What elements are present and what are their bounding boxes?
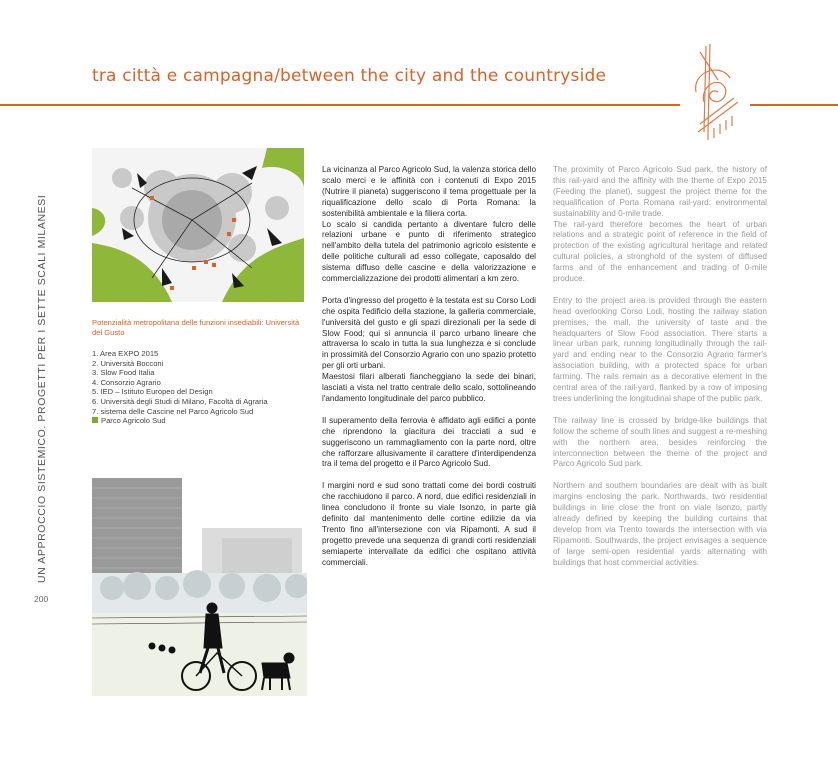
italian-text-column: [322, 165, 536, 568]
legend-item: 2. Università Bocconi: [92, 358, 164, 368]
map-legend: [92, 349, 307, 426]
paragraph: I margini nord e sud sono trattati come dei bordi costruiti che racchiudono il parco. A nord, due edifici residenziali in linea concludono il fronte su viale Isonzo, in parte già definito dal mantenimento delle cortine edilizie da via Trento fino all'intersezione con via Ripamonti. A sud il progetto prevede una sequenza di grandi corti residenziali semiaperte intervallate da edifici che ospitano attività commerciali.: [322, 481, 536, 567]
project-rendering: [92, 478, 307, 696]
paragraph: Northern and southern boundaries are dealt with as built margins enclosing the park. Northwards, two residential buildings in line close the front on viale Isonzo, partly already defined by keeping the building curtains that develop from via Trento towards the intersection with via Ripamonti. Southwards, the project envisages a sequence of large semi-open residential yards alternating with buildings that host commercial activities.: [553, 481, 767, 567]
page-number: 200: [34, 594, 49, 604]
legend-item-park: [92, 416, 307, 426]
paragraph: The railway line is crossed by bridge-like buildings that follow the scheme of south lines and suggest a re-meshing with the northern area, besides reinforcing the interconnection between the theme of the project and Parco Agricolo Sud park.: [553, 415, 767, 469]
side-title: UN APPROCCIO SISTEMICO. PROGETTI PER I SETTE SCALI MILANESI: [36, 194, 48, 583]
legend-item: 6. Università degli Studi di Milano, Facoltà di Agraria: [92, 396, 268, 406]
legend-item: 1. Area EXPO 2015: [92, 349, 159, 358]
paragraph: The rail-yard therefore becomes the heart of urban relations and a strategic point of reference in the field of protection of the existing agricultural heritage and related cultural policies, a stronghold of the system of diffused farms and of the enhancement and trading of 0-mile produce.: [553, 219, 767, 284]
map-caption: Potenzialità metropolitana delle funzioni insediabili: Università del Gusto: [92, 318, 300, 337]
page-title: tra città e campagna/between the city and the countryside: [92, 66, 607, 86]
paragraph: Lo scalo si candida pertanto a diventare fulcro delle relazioni urbane e punto di riferimento strategico nell'ambito della tutela del patrimonio agricolo esistente e delle politiche culturali ad esso collegate, caposaldo del sistema diffuso delle cascine e della valorizzazione e commercializzazione dei prodotti alimentari a km zero.: [322, 219, 536, 284]
spiral-logo-icon: [680, 32, 750, 152]
paragraph: The proximity of Parco Agricolo Sud park, the history of this rail-yard and the affinity with the theme of Expo 2015 (Feeding the planet), suggest the project theme for the requalification of Porta Romana rail-yard: environmental sustainability and 0-mile trade.: [553, 165, 767, 218]
paragraph: Maestosi filari alberati fiancheggiano la sede dei binari, lasciati a vista nel tratto centrale dello scalo, sottolineando l'andamento longitudinale del parco pubblico.: [322, 372, 536, 404]
legend-item: 4. Consorzio Agrario: [92, 377, 161, 387]
legend-item: 7. sistema delle Cascine nel Parco Agricolo Sud: [92, 406, 254, 416]
english-text-column: [553, 165, 767, 568]
paragraph: La vicinanza al Parco Agricolo Sud, la valenza storica dello scalo merci e le affinità con i contenuti di Expo 2015 (Nutrire il pianeta) suggeriscono il tema progettuale per la riqualificazione dello scalo di Porta Romana: la sostenibilità ambientale e la filiera corta.: [322, 165, 536, 218]
metropolitan-map: [92, 148, 304, 302]
legend-park-label: Parco Agricolo Sud: [101, 416, 166, 426]
green-square-icon: [92, 417, 98, 423]
paragraph: Il superamento della ferrovia è affidato agli edifici a ponte che riprendono la giacitura dei tracciati a sud e suggeriscono un rammagliamento con la parte nord, oltre che rafforzare allusivamente il carattere d'interdipendenza tra il tema del progetto e il Parco Agricolo Sud.: [322, 415, 536, 469]
paragraph: Entry to the project area is provided through the eastern head overlooking Corso Lodi, hosting the railway station premises, the mall, the university of taste and the headquarters of Slow Food association. There starts a linear urban park, running longitudinally through the rail-yard and ending near to the Consorzio Agrario farmer's association building, with a protected space for urban farming. The rails remain as a decorative element in the central area of the rail-yard, flanked by a row of imposing trees underlining the longitudinal shape of the public park.: [553, 295, 767, 404]
legend-item: 3. Slow Food Italia: [92, 368, 155, 378]
legend-item: 5. IED – Istituto Europeo del Design: [92, 387, 213, 397]
logo: [680, 32, 750, 152]
paragraph: Porta d'ingresso del progetto è la testata est su Corso Lodi che ospita l'edificio della stazione, la galleria commerciale, l'università del gusto e gli spazi direzionali per la sede di Slow Food; qui si annuncia il parco urbano lineare che attraversa lo scalo in tutta la sua lunghezza e si conclude in prossimità del Consorzio Agrario con uno spazio protetto per gli orti urbani.: [322, 295, 536, 371]
